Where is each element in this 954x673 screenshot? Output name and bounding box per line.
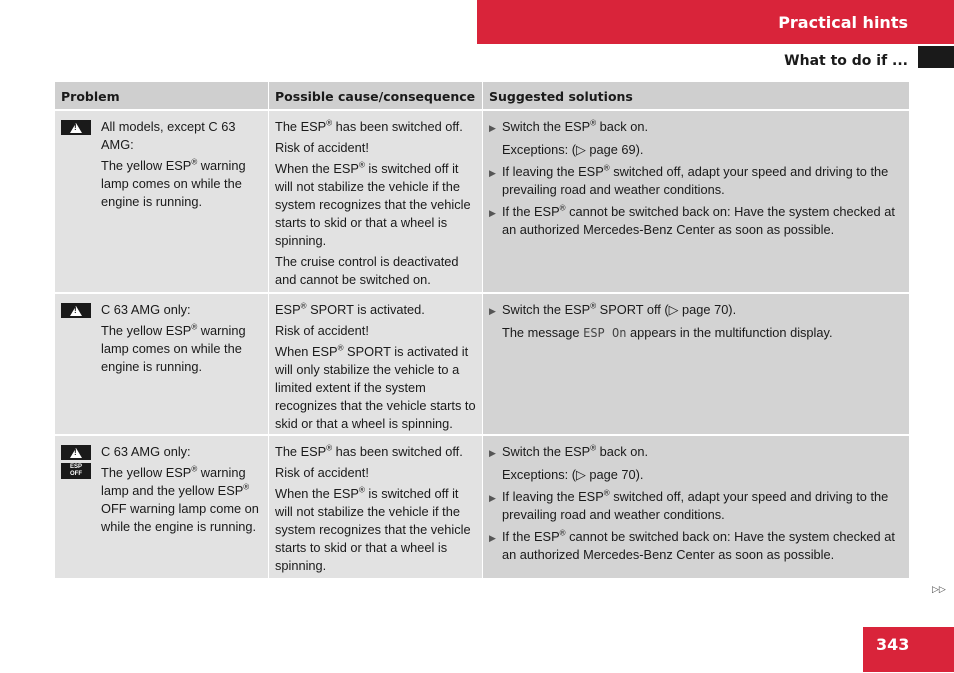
column-header-solutions: Suggested solutions (482, 82, 909, 109)
problem-text: All models, except C 63 AMG: (101, 119, 236, 152)
problem-cell (55, 294, 268, 434)
solution-exception: Exceptions: (▷ page 69). (502, 142, 644, 157)
cause-cell (268, 294, 482, 434)
esp-off-icon (61, 463, 91, 479)
cause-text: Risk of accident! (275, 140, 369, 155)
cause-text: Risk of accident! (275, 323, 369, 338)
arrow-bullet-icon: ▶ (489, 168, 496, 178)
warning-triangle-icon (61, 120, 91, 135)
column-header-cause: Possible cause/consequence (268, 82, 482, 109)
problem-text: The yellow ESP® warning lamp comes on while the engine is running. (101, 157, 246, 209)
page-number: 343 (863, 627, 954, 672)
solutions-cell (482, 111, 909, 292)
solutions-cell (482, 436, 909, 578)
solution-text: Switch the ESP® back on. (502, 118, 649, 134)
solution-text: If leaving the ESP® switched off, adapt your speed and driving to the prevailing road and weather conditions. (502, 163, 889, 197)
warning-triangle-icon (61, 303, 91, 318)
problem-text: C 63 AMG only: (101, 444, 191, 459)
table-row (55, 434, 909, 578)
table-header-row (55, 82, 909, 109)
arrow-bullet-icon: ▶ (489, 306, 496, 316)
problem-text: The yellow ESP® warning lamp and the yellow ESP® OFF warning lamp come on while the engine is running. (101, 464, 259, 534)
cause-text: When the ESP® is switched off it will not stabilize the vehicle if the system recognizes that the vehicle starts to skid or that a wheel is spinning. (275, 160, 471, 248)
esp-off-icon-label: ESP (69, 464, 82, 470)
section-title: Practical hints (778, 12, 908, 32)
cause-text: When ESP® SPORT is activated it will only stabilize the vehicle to a limited extent if the system recognizes that the vehicle starts to skid or that a wheel is spinning. (275, 343, 476, 431)
solution-text: If leaving the ESP® switched off, adapt your speed and driving to the prevailing road and weather conditions. (502, 488, 889, 522)
next-page-icon: ▷▷ (932, 584, 946, 594)
problem-text: C 63 AMG only: (101, 302, 191, 317)
cause-text: The ESP® has been switched off. (275, 118, 463, 134)
message-prefix: The message (502, 325, 580, 340)
side-tab-marker (918, 46, 954, 68)
table-row (55, 292, 909, 434)
display-message-code: ESP On (583, 326, 627, 340)
column-header-problem: Problem (61, 89, 120, 104)
arrow-bullet-icon: ▶ (489, 208, 496, 218)
cause-cell (268, 111, 482, 292)
solutions-cell (482, 294, 909, 434)
solution-text: If the ESP® cannot be switched back on: Have the system checked at an authorized Mercedes-Benz Center as soon as possible. (502, 203, 895, 237)
cause-text: Risk of accident! (275, 465, 369, 480)
troubleshooting-table (55, 82, 909, 578)
table-row (55, 109, 909, 292)
cause-text: The ESP® has been switched off. (275, 443, 463, 459)
solution-text: If the ESP® cannot be switched back on: Have the system checked at an authorized Mercedes-Benz Center as soon as possible. (502, 528, 895, 562)
esp-off-icon-label: OFF (70, 471, 82, 477)
solution-text: Switch the ESP® back on. (502, 443, 649, 459)
cause-cell (268, 436, 482, 578)
section-header (477, 0, 954, 44)
cause-text: ESP® SPORT is activated. (275, 301, 425, 317)
solution-message (489, 324, 903, 342)
arrow-bullet-icon: ▶ (489, 123, 496, 133)
arrow-bullet-icon: ▶ (489, 533, 496, 543)
arrow-bullet-icon: ▶ (489, 493, 496, 503)
problem-cell (55, 436, 268, 578)
message-suffix: appears in the multifunction display. (630, 325, 833, 340)
solution-exception: Exceptions: (▷ page 70). (502, 467, 644, 482)
warning-triangle-icon (61, 445, 91, 460)
arrow-bullet-icon: ▶ (489, 448, 496, 458)
cause-text: When the ESP® is switched off it will not stabilize the vehicle if the system recognizes that the vehicle starts to skid or that a wheel is spinning. (275, 485, 471, 573)
problem-text: The yellow ESP® warning lamp comes on while the engine is running. (101, 322, 246, 374)
problem-cell (55, 111, 268, 292)
solution-text: Switch the ESP® SPORT off (▷ page 70). (502, 301, 737, 317)
cause-text: The cruise control is deactivated and cannot be switched on. (275, 254, 459, 287)
section-subtitle: What to do if ... (784, 53, 908, 69)
